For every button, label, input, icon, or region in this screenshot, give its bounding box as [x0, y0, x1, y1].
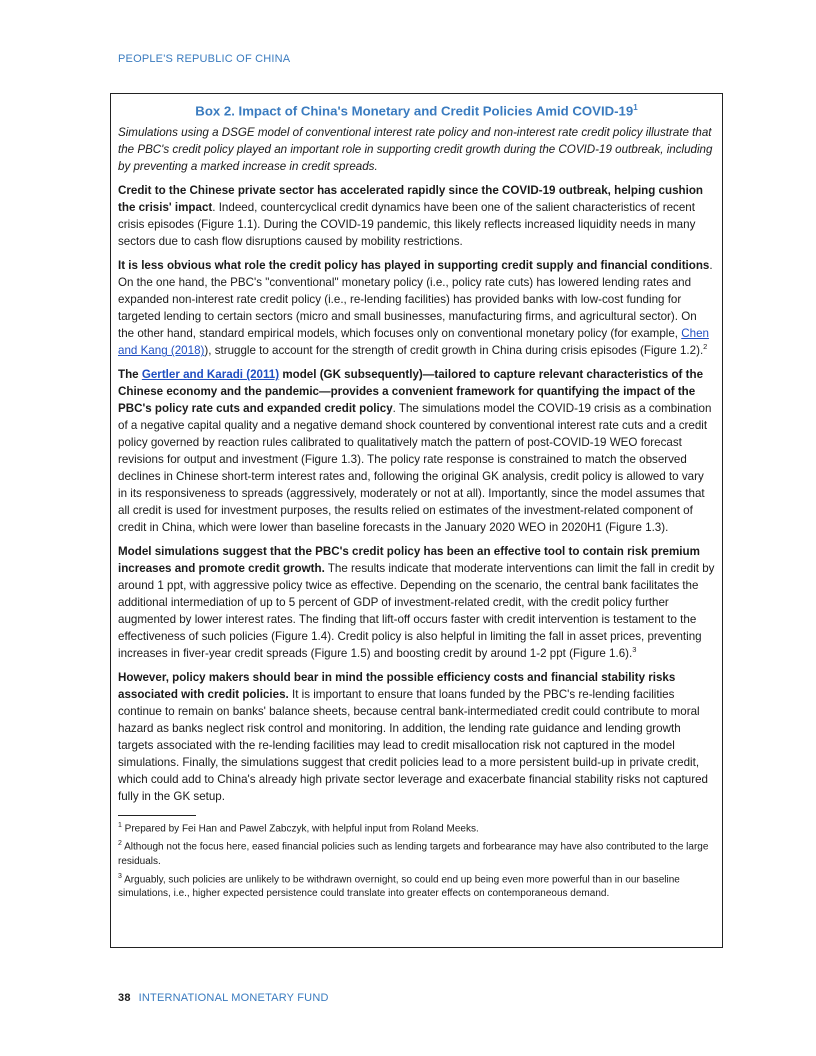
box-title-text: Box 2. Impact of China's Monetary and Credit Policies Amid COVID-19: [195, 103, 634, 119]
paragraph-4-lead: Model simulations suggest that the PBC's credit policy has been an effective tool to contain risk premium increases and promote credit growth.: [118, 545, 700, 576]
paragraph-3: [118, 366, 715, 536]
paragraph-3-body: . The simulations model the COVID-19 crisis as a combination of a negative capital quality and a negative demand shock countered by conventional interest rate cuts and a credit policy governed by reaction rules calibrated to qualitatively match the pattern of post-COVID-19 WEO forecast revisions for output and investment (Figure 1.3). The policy rate response is constrained to match the observed declines in Chinese short-term interest rates and, following the original GK analysis, credit policy is allowed to vary in its responsiveness to spreads (aggressively, moderately or not at all). Importantly, since the model assumes that all credit is used for investment purposes, the results relied on estimates of the investment-related component of credit in China, which were lower than baseline forecasts in the January 2020 WEO in 2020H1 (Figure 1.3).: [118, 402, 712, 535]
citation-link-gertler-karadi[interactable]: Gertler and Karadi (2011): [141, 368, 280, 382]
footer-publisher: INTERNATIONAL MONETARY FUND: [138, 992, 329, 1004]
paragraph-5-body: It is important to ensure that loans funded by the PBC's re-lending facilities continue to remain on banks' balance sheets, because central bank-intermediated credit could contribute to moral hazard as banks neglect risk control and monitoring. In addition, the lending rate guidance and lending growth targets associated with the re-lending facilities may lead to credit misallocation risk not captured in the model simulations. Finally, the simulations suggest that credit policies lead to a more persistent build-up in private credit, which could add to China's already high private sector leverage and exacerbate financial stability risks not captured fully in the GK setup.: [118, 688, 708, 804]
footnote-1-mark: 1: [118, 822, 122, 830]
footnote-2-text: Although not the focus here, eased financial policies such as lending targets and forbearance may have also contributed to the large residuals.: [118, 841, 709, 868]
paragraph-5-lead: However, policy makers should bear in mind the possible efficiency costs and financial stability risks associated with credit policies.: [118, 671, 676, 702]
paragraph-2-body-b: ), struggle to account for the strength of credit growth in China during crisis episodes (Figure 1.2).: [204, 344, 704, 358]
footnote-3-text: Arguably, such policies are unlikely to be withdrawn overnight, so could end up being even more powerful than in our baseline simulations, i.e., higher expected persistence could translate into greater effects on contemporaneous demand.: [118, 873, 680, 900]
page-footer: [118, 992, 329, 1004]
footnote-3: [118, 870, 715, 902]
footnote-mark-3: 3: [632, 645, 637, 655]
running-header: PEOPLE'S REPUBLIC OF CHINA: [118, 53, 291, 65]
page-number: 38: [118, 992, 131, 1004]
citation-link-chen-kang[interactable]: Chen and Kang (2018): [118, 327, 709, 358]
paragraph-5: [118, 669, 715, 805]
paragraph-1-body: . Indeed, countercyclical credit dynamics have been one of the salient characteristics of recent crisis episodes (Figure 1.1). During the COVID-19 pandemic, this likely reflects increased liquidity needs in many sectors due to cash flow disruptions caused by mobility restrictions.: [118, 201, 696, 249]
paragraph-4-body: The results indicate that moderate interventions can limit the fall in credit by around 1 ppt, with aggressive policy twice as effective. Depending on the scenario, the central bank facilitates the additional intermediation of up to 5 percent of GDP of investment-related credit, with the credit policy further augmented by lower interest rates. The finding that lift-off occurs faster with credit intervention is testament to the effectiveness of such policies (Figure 1.4). Credit policy is also helpful in limiting the fall in asset prices, preventing increases in fiver-year credit spreads (Figure 1.5) and boosting credit by around 1-2 ppt (Figure 1.6).: [118, 562, 715, 661]
footnote-divider: [118, 815, 196, 816]
paragraph-1-lead: Credit to the Chinese private sector has accelerated rapidly since the COVID-19 outbreak, helping cushion the crisis' impact: [118, 184, 704, 215]
footnote-3-mark: 3: [118, 872, 122, 880]
footnote-1: [118, 819, 715, 837]
footnote-2-mark: 2: [118, 840, 122, 848]
footnote-2: [118, 837, 715, 869]
box-2-panel: [110, 93, 723, 948]
box-intro: Simulations using a DSGE model of conventional interest rate policy and non-interest rate credit policy illustrate that the PBC's credit policy played an important role in supporting credit growth during the COVID-19 outbreak, including by preventing a marked increase in credit spreads.: [118, 126, 713, 174]
paragraph-3-lead-a: The: [118, 368, 142, 382]
paragraph-2: [118, 257, 715, 359]
paragraph-2-body-a: . On the one hand, the PBC's "conventional" monetary policy (i.e., policy rate cuts) has lowered lending rates and expanded non-interest rate credit policy (i.e., re-lending facilities) has provided banks with low-cost funding for targeted lending to certain sectors (micro and small businesses, manufacturing firms, and agricultural sector). On the other hand, standard empirical models, which focuses only on conventional monetary policy (for example,: [118, 259, 713, 341]
footnote-1-text: Prepared by Fei Han and Pawel Zabczyk, with helpful input from Roland Meeks.: [121, 823, 479, 835]
paragraph-1: [118, 182, 715, 250]
paragraph-2-lead: It is less obvious what role the credit policy has played in supporting credit supply and financial conditions: [118, 259, 710, 273]
box-title-footnote-mark: 1: [633, 103, 638, 112]
footnote-mark-2: 2: [703, 342, 708, 352]
paragraph-4: [118, 543, 715, 662]
paragraph-3-lead-b: model (GK subsequently)—tailored to capture relevant characteristics of the Chinese economy and the pandemic—provides a convenient framework for quantifying the impact of the PBC's policy rate cuts and expanded credit policy: [118, 368, 704, 416]
box-title: [118, 103, 715, 118]
